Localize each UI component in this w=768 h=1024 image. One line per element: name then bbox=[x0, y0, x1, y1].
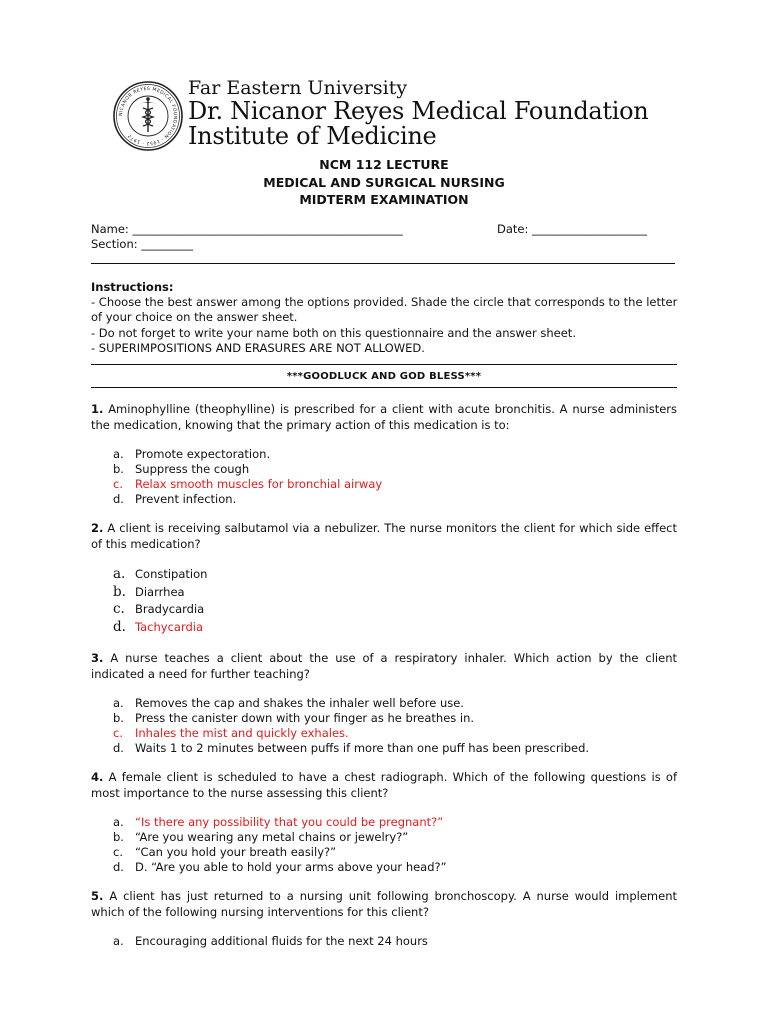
option-letter: b. bbox=[113, 711, 124, 725]
option-letter: a. bbox=[113, 696, 124, 710]
instruction-line: - Choose the best answer among the options provided. Shade the circle that corresponds to the letter of your choice on the answer sheet. bbox=[91, 295, 678, 325]
answer-option-correct[interactable] bbox=[113, 726, 589, 741]
option-letter: c. bbox=[113, 601, 125, 618]
question-text: A nurse teaches a client about the use of a respiratory inhaler. Which action by the client indicated a need for further teaching? bbox=[91, 651, 677, 681]
question-2-options bbox=[113, 566, 207, 637]
question-number: 4. bbox=[91, 770, 104, 784]
blessing-text: ***GOODLUCK AND GOD BLESS*** bbox=[286, 371, 482, 382]
option-letter: d. bbox=[113, 619, 126, 636]
institution-block bbox=[188, 78, 648, 148]
option-letter: b. bbox=[113, 830, 124, 844]
answer-option[interactable] bbox=[113, 584, 207, 602]
question-3-options bbox=[113, 696, 589, 756]
option-letter: c. bbox=[113, 845, 123, 859]
seal-ring-text: NICANOR REYES MEDICAL FOUNDATION · 1952 · 1972 bbox=[118, 86, 178, 146]
option-letter: a. bbox=[113, 934, 124, 948]
option-text: Promote expectoration. bbox=[135, 447, 271, 461]
answer-option[interactable] bbox=[113, 830, 447, 845]
question-number: 1. bbox=[91, 402, 104, 416]
answer-option[interactable] bbox=[113, 492, 382, 507]
answer-option[interactable] bbox=[113, 711, 589, 726]
instructions-block bbox=[91, 280, 681, 356]
option-letter: c. bbox=[113, 477, 123, 491]
question-text: A female client is scheduled to have a chest radiograph. Which of the following questions is of most importance to the nurse assessing this client? bbox=[91, 770, 678, 800]
option-text: Encouraging additional fluids for the next 24 hours bbox=[135, 934, 428, 948]
question-text: A client is receiving salbutamol via a nebulizer. The nurse monitors the client for which side effect of this medication? bbox=[91, 521, 677, 551]
option-text: Removes the cap and shakes the inhaler well before use. bbox=[135, 696, 464, 710]
instructions-heading: Instructions: bbox=[91, 280, 174, 294]
option-text: Diarrhea bbox=[135, 584, 185, 599]
question-text: Aminophylline (theophylline) is prescribed for a client with acute bronchitis. A nurse administers the medication, knowing that the primary action of this medication is to: bbox=[91, 402, 678, 432]
option-text: Prevent infection. bbox=[135, 492, 237, 506]
option-text: Suppress the cough bbox=[135, 462, 250, 476]
question-1 bbox=[91, 402, 677, 433]
question-text: A client has just returned to a nursing unit following bronchoscopy. A nurse would implement which of the following nursing interventions for this client? bbox=[91, 889, 678, 919]
question-1-options bbox=[113, 447, 382, 507]
option-letter: b. bbox=[113, 462, 124, 476]
institute-name: Institute of Medicine bbox=[188, 122, 437, 150]
answer-option[interactable] bbox=[113, 447, 382, 462]
answer-option-correct[interactable] bbox=[113, 619, 207, 637]
option-text: Tachycardia bbox=[135, 620, 204, 635]
option-text: Waits 1 to 2 minutes between puffs if more than one puff has been prescribed. bbox=[135, 741, 590, 755]
answer-option[interactable] bbox=[113, 934, 428, 949]
instruction-line: - SUPERIMPOSITIONS AND ERASURES ARE NOT ALLOWED. bbox=[91, 340, 425, 355]
question-5-options bbox=[113, 934, 428, 949]
exam-title: MIDTERM EXAMINATION bbox=[299, 192, 469, 207]
header-divider bbox=[91, 263, 675, 264]
name-field[interactable]: Name: _______________________________________________ bbox=[91, 222, 403, 236]
question-2 bbox=[91, 521, 677, 552]
option-text: Bradycardia bbox=[135, 602, 205, 617]
question-4 bbox=[91, 770, 677, 801]
option-letter: d. bbox=[113, 741, 124, 755]
option-letter: a. bbox=[113, 566, 126, 582]
question-number: 2. bbox=[91, 521, 104, 535]
question-4-options bbox=[113, 815, 447, 875]
date-field[interactable]: Date: ____________________ bbox=[497, 222, 648, 236]
university-name: Far Eastern University bbox=[188, 77, 408, 99]
option-letter: a. bbox=[113, 815, 124, 829]
question-number: 3. bbox=[91, 651, 104, 665]
question-number: 5. bbox=[91, 889, 104, 903]
question-3 bbox=[91, 651, 677, 682]
option-text: Constipation bbox=[135, 567, 208, 581]
answer-option[interactable] bbox=[113, 741, 589, 756]
option-text: Relax smooth muscles for bronchial airway bbox=[135, 477, 383, 491]
answer-option[interactable] bbox=[113, 601, 207, 619]
instruction-line: - Do not forget to write your name both on this questionnaire and the answer sheet. bbox=[91, 325, 576, 340]
university-seal-logo bbox=[112, 80, 184, 152]
answer-option[interactable] bbox=[113, 696, 589, 711]
option-text: Inhales the mist and quickly exhales. bbox=[135, 726, 349, 740]
answer-option[interactable] bbox=[113, 566, 207, 584]
foundation-name: Dr. Nicanor Reyes Medical Foundation bbox=[188, 97, 649, 125]
course-title: NCM 112 LECTURE bbox=[319, 157, 449, 172]
blessing-divider bbox=[91, 387, 677, 388]
answer-option[interactable] bbox=[113, 462, 382, 477]
option-letter: b. bbox=[113, 583, 126, 600]
option-text: “Is there any possibility that you could be pregnant?” bbox=[135, 815, 444, 829]
option-letter: a. bbox=[113, 447, 124, 461]
answer-option[interactable] bbox=[113, 860, 447, 875]
answer-option-correct[interactable] bbox=[113, 815, 447, 830]
option-text: D. “Are you able to hold your arms above your head?” bbox=[135, 860, 447, 874]
exam-title-block bbox=[0, 156, 768, 209]
question-5 bbox=[91, 889, 677, 920]
option-letter: d. bbox=[113, 860, 124, 874]
option-letter: c. bbox=[113, 726, 123, 740]
instructions-divider bbox=[91, 364, 677, 365]
option-text: “Can you hold your breath easily?” bbox=[135, 845, 337, 859]
option-letter: d. bbox=[113, 492, 124, 506]
subject-title: MEDICAL AND SURGICAL NURSING bbox=[263, 174, 505, 190]
section-field[interactable]: Section: _________ bbox=[91, 237, 194, 251]
answer-option-correct[interactable] bbox=[113, 477, 382, 492]
answer-option[interactable] bbox=[113, 845, 447, 860]
option-text: Press the canister down with your finger as he breathes in. bbox=[135, 711, 475, 725]
option-text: “Are you wearing any metal chains or jewelry?” bbox=[135, 830, 409, 844]
